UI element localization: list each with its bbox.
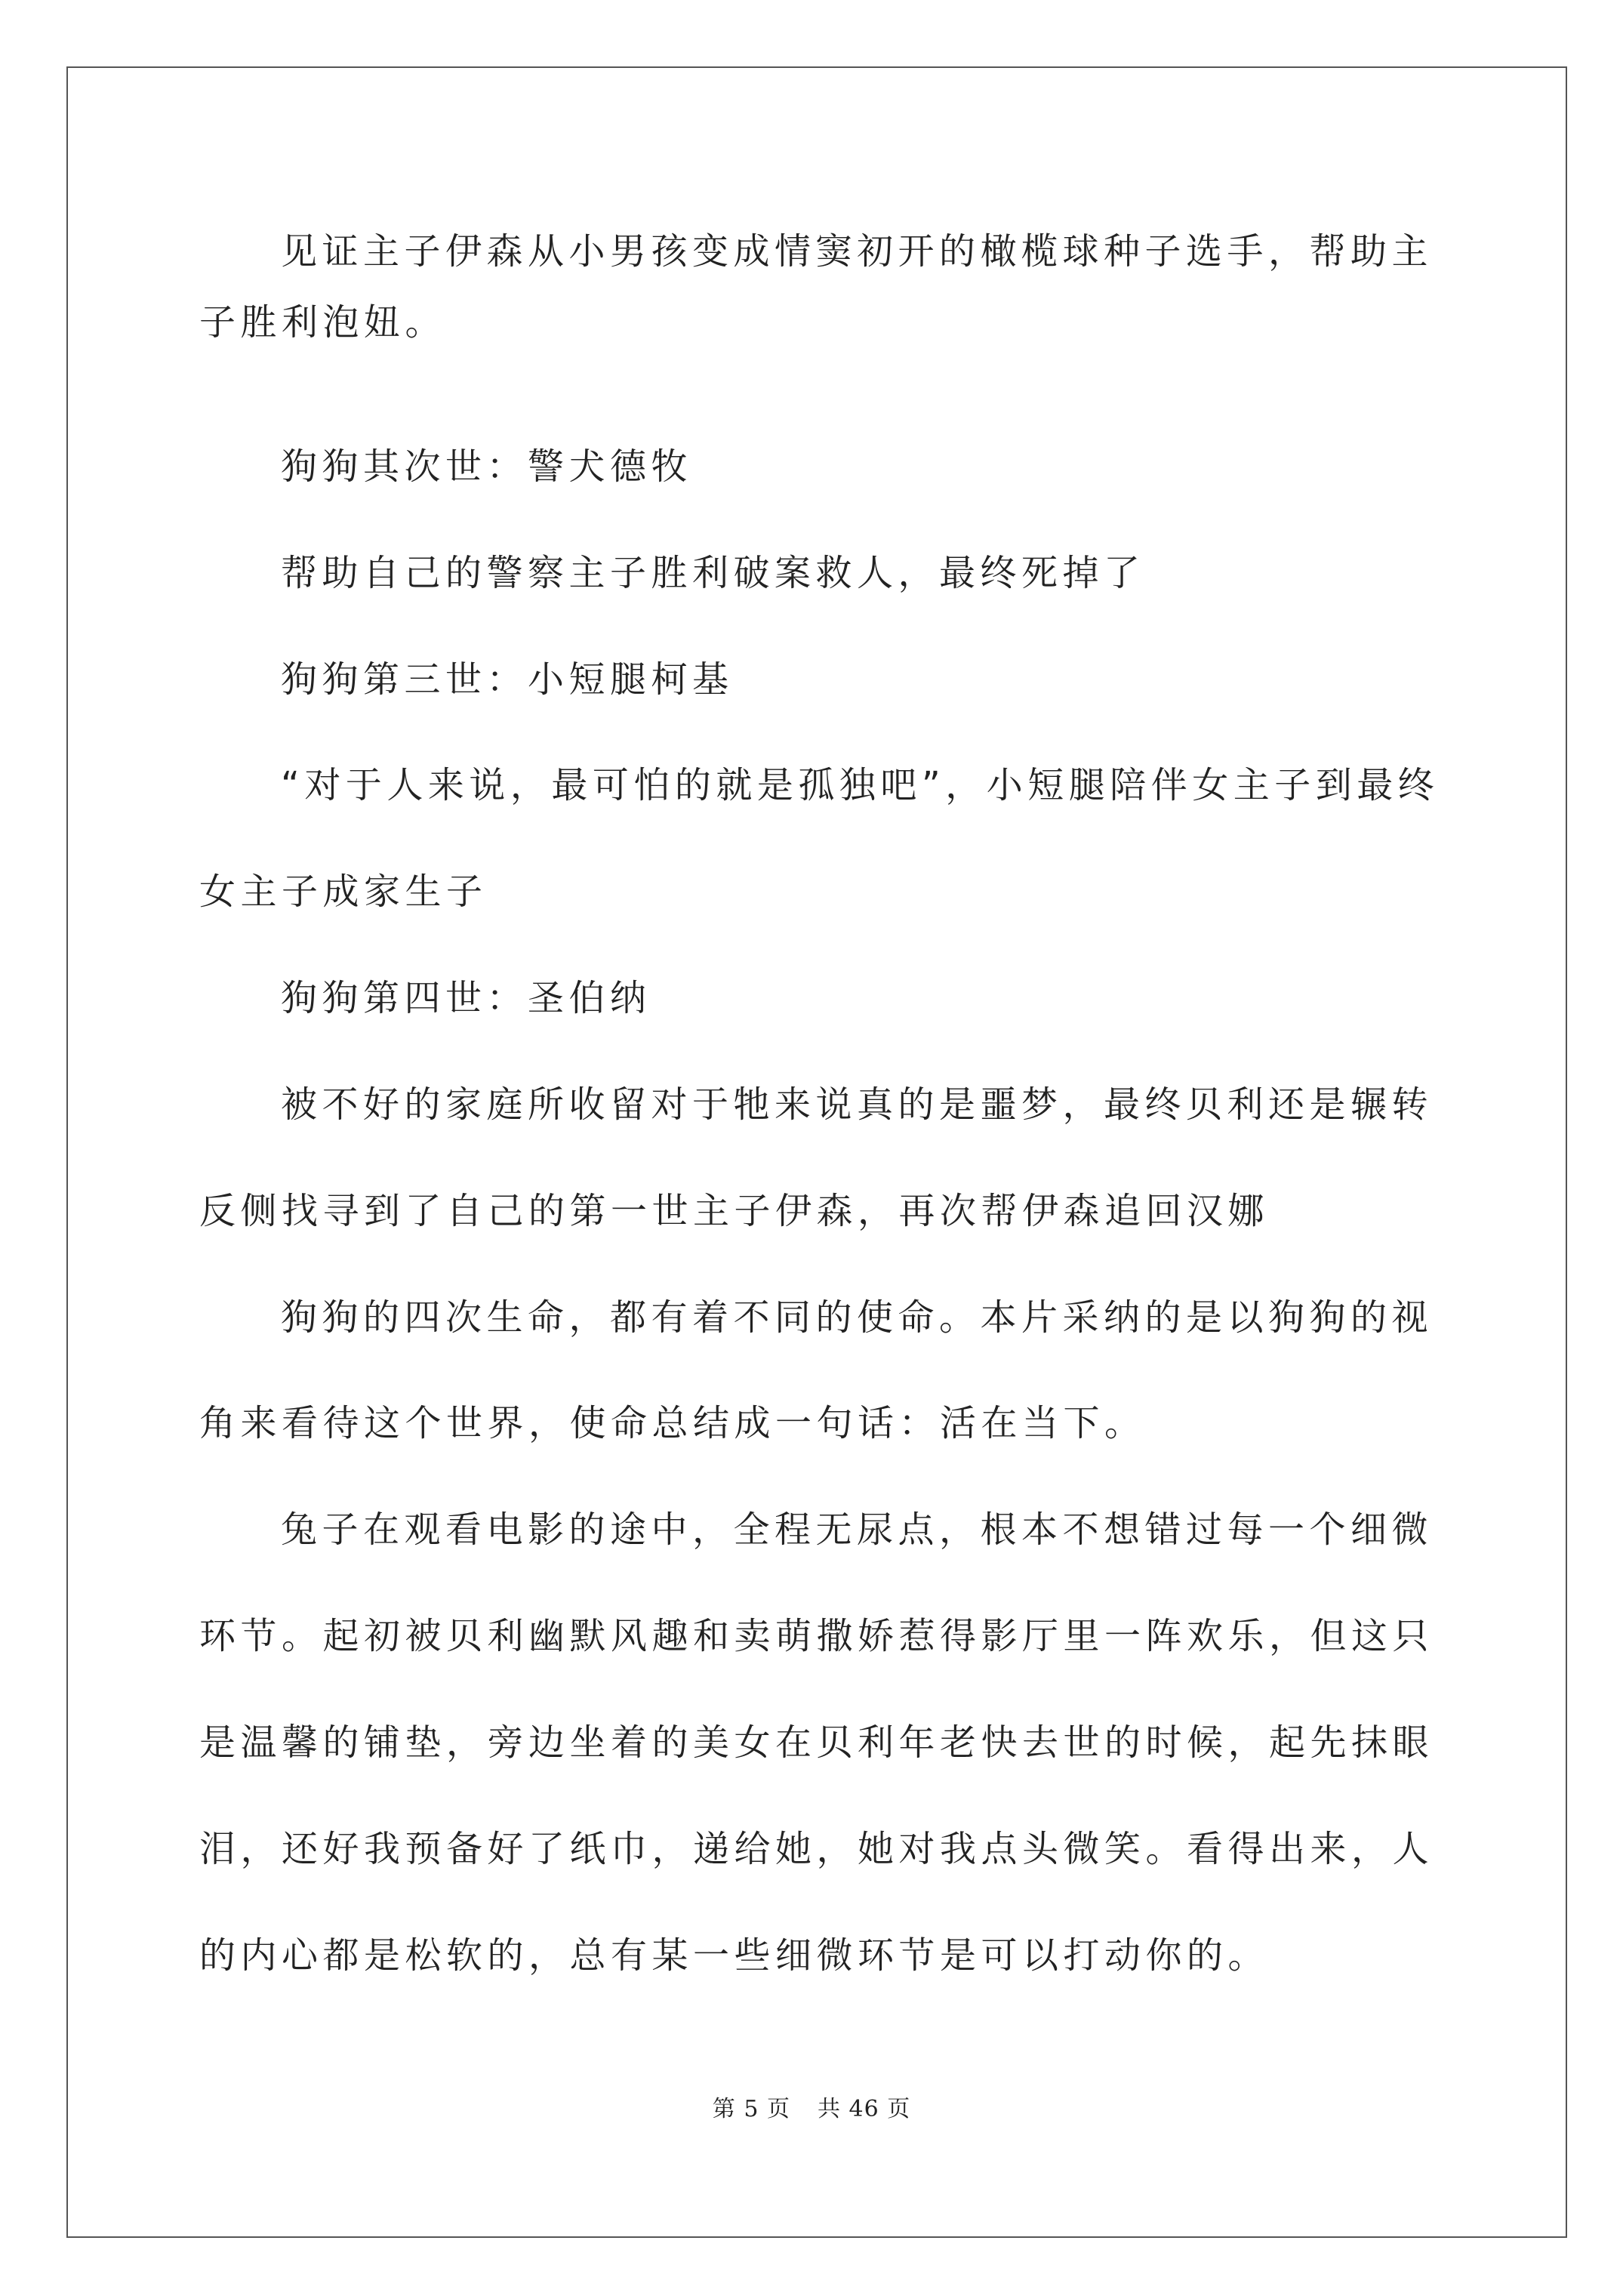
page-border <box>66 66 1567 2238</box>
text-line: “对于人来说，最可怕的就是孤独吧”，小短腿陪伴女主子到最终 <box>281 764 1440 806</box>
page-total: 共 46 页 <box>817 2096 911 2122</box>
text-line: 狗狗的四次生命，都有着不同的使命。本片采纳的是以狗狗的视 <box>281 1296 1434 1339</box>
text-line: 子胜利泡妞。 <box>199 301 447 344</box>
text-line: 女主子成家生子 <box>199 871 488 913</box>
page-number: 第 5 页 <box>712 2096 790 2122</box>
text-line: 环节。起初被贝利幽默风趣和卖萌撒娇惹得影厅里一阵欢乐，但这只 <box>199 1615 1434 1657</box>
page-footer <box>0 2094 1623 2125</box>
text-line: 的内心都是松软的，总有某一些细微环节是可以打动你的。 <box>199 1934 1270 1977</box>
text-line: 狗狗第四世：圣伯纳 <box>281 977 651 1019</box>
text-line: 反侧找寻到了自己的第一世主子伊森，再次帮伊森追回汉娜 <box>199 1190 1270 1232</box>
text-line: 帮助自己的警察主子胜利破案救人，最终死掉了 <box>281 552 1145 594</box>
text-line: 狗狗第三世：小短腿柯基 <box>281 658 734 701</box>
text-line: 泪，还好我预备好了纸巾，递给她，她对我点头微笑。看得出来，人 <box>199 1828 1434 1870</box>
text-line: 见证主子伊森从小男孩变成情窦初开的橄榄球种子选手，帮助主 <box>281 230 1434 273</box>
text-line: 是温馨的铺垫，旁边坐着的美女在贝利年老快去世的时候，起先抹眼 <box>199 1721 1434 1764</box>
text-line: 被不好的家庭所收留对于牠来说真的是噩梦，最终贝利还是辗转 <box>281 1083 1434 1126</box>
text-line: 角来看待这个世界，使命总结成一句话：活在当下。 <box>199 1402 1146 1444</box>
text-line: 兔子在观看电影的途中，全程无尿点，根本不想错过每一个细微 <box>281 1509 1434 1551</box>
text-line: 狗狗其次世：警犬德牧 <box>281 445 693 488</box>
